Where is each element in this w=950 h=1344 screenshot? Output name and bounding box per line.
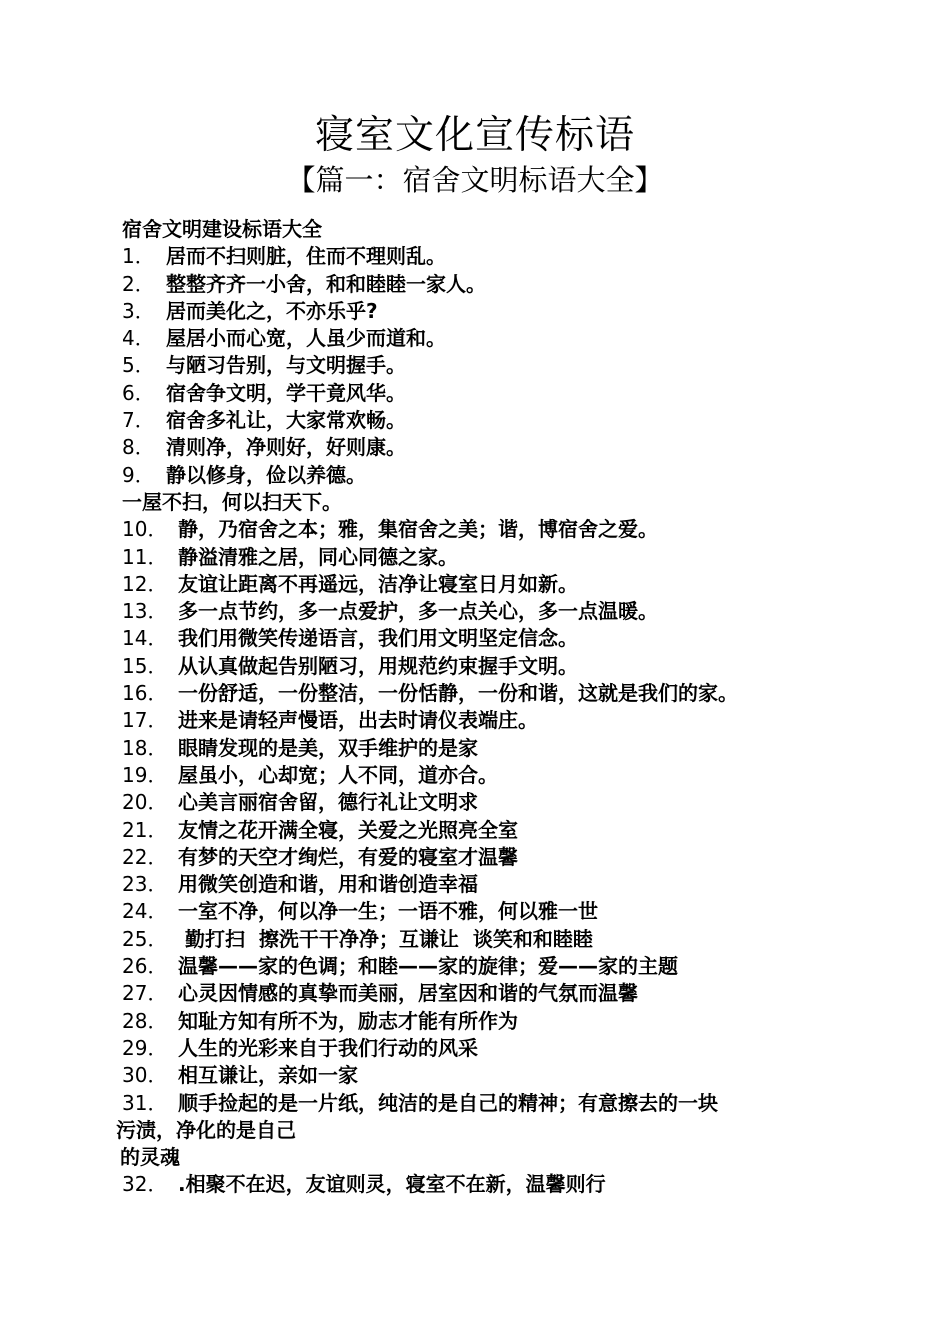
item-text: 眼睛发现的是美，双手维护的是家: [178, 735, 478, 760]
item-text: 宿舍争文明，学干竟风华。: [166, 380, 406, 405]
list-item: [122, 352, 862, 379]
list-item: [122, 762, 862, 789]
list-item: [122, 1171, 862, 1198]
list-item: [122, 571, 862, 598]
item-number: 30．: [122, 1063, 168, 1088]
item-number: 11．: [122, 544, 168, 569]
list-item: [122, 680, 862, 707]
list-item: [122, 434, 862, 461]
list-item: [122, 871, 862, 898]
item-number: 26．: [122, 954, 168, 979]
list-item: [122, 789, 862, 816]
wrapped-line: 污渍，净化的是自己: [116, 1117, 296, 1142]
item-number: 15．: [122, 653, 168, 678]
item-text: 静以修身，俭以养德。: [166, 462, 366, 487]
item-number: 22．: [122, 844, 168, 869]
item-text: 友情之花开满全寝，关爱之光照亮全室: [178, 817, 518, 842]
item-text: 知耻方知有所不为，励志才能有所作为: [178, 1008, 518, 1033]
item-number: 18．: [122, 735, 168, 760]
list-item: [122, 817, 862, 844]
item-number: 17．: [122, 708, 168, 733]
list-item: [122, 1062, 862, 1089]
item-text: 一室不净，何以净一生；一语不雅，何以雅一世: [178, 899, 598, 924]
item-number: 7．: [122, 408, 155, 433]
item-number: 28．: [122, 1008, 168, 1033]
item-text: 相互谦让，亲如一家: [178, 1063, 358, 1088]
item-text: 居而美化之，不亦乐乎?: [166, 298, 378, 323]
item-text: 顺手捡起的是一片纸，纯洁的是自己的精神；有意擦去的一块: [178, 1090, 718, 1115]
item-text: 宿舍多礼让，大家常欢畅。: [166, 408, 406, 433]
list-item: [122, 407, 862, 434]
list-item: [122, 926, 862, 953]
item-number: 24．: [122, 899, 168, 924]
list-item: [122, 325, 862, 352]
item-number: 5．: [122, 353, 155, 378]
item-text: 屋虽小，心却宽；人不同，道亦合。: [178, 762, 498, 787]
item-text: 有梦的天空才绚烂，有爱的寝室才温馨: [178, 844, 518, 869]
item-text: 友谊让距离不再遥远，洁净让寝室日月如新。: [178, 571, 578, 596]
item-number: 13．: [122, 599, 168, 624]
item-number: 21．: [122, 817, 168, 842]
item-text: 居而不扫则脏，住而不理则乱。: [166, 244, 446, 269]
item-number: 23．: [122, 872, 168, 897]
item-number: 6．: [122, 380, 155, 405]
slogan-list: [116, 216, 862, 1199]
item-text: 人生的光彩来自于我们行动的风采: [178, 1035, 478, 1060]
section-heading: 宿舍文明建设标语大全: [122, 217, 322, 241]
slogan-group-2: [122, 516, 862, 1117]
item-text: 从认真做起告别陋习，用规范约束握手文明。: [178, 653, 578, 678]
item-text: 整整齐齐一小舍，和和睦睦一家人。: [166, 271, 486, 296]
slogan-group-1: [122, 243, 862, 489]
item-number: 27．: [122, 981, 168, 1006]
list-item: [122, 1008, 862, 1035]
list-item: [122, 1090, 862, 1117]
item-number: 1．: [122, 244, 155, 269]
list-item: [122, 462, 862, 489]
item-text: 清则净，净则好，好则康。: [166, 435, 406, 460]
item-number: 25．: [122, 926, 168, 951]
list-item: [122, 844, 862, 871]
item-number: 20．: [122, 790, 168, 815]
item-text: 静溢清雅之居，同心同德之家。: [178, 544, 458, 569]
item-number: 31．: [122, 1090, 168, 1115]
list-item: [122, 598, 862, 625]
item-text: 心美言丽宿舍留，德行礼让文明求: [178, 790, 478, 815]
item-number: 29．: [122, 1035, 168, 1060]
list-item: [122, 707, 862, 734]
list-item: [122, 735, 862, 762]
item-text: 静，乃宿舍之本；雅，集宿舍之美；谐，博宿舍之爱。: [178, 517, 658, 542]
item-number: 2．: [122, 271, 155, 296]
item-number: 3．: [122, 298, 155, 323]
item-text: .相聚不在迟，友谊则灵，寝室不在新，温馨则行: [178, 1172, 606, 1197]
interjection-line: 一屋不扫，何以扫天下。: [122, 489, 342, 514]
item-number: 4．: [122, 326, 155, 351]
list-item: [122, 1035, 862, 1062]
item-number: 14．: [122, 626, 168, 651]
item-number: 9．: [122, 462, 155, 487]
list-item: [122, 516, 862, 543]
document-title: 寝室文化宣传标语: [314, 113, 635, 158]
item-text: 一份舒适，一份整洁，一份恬静，一份和谐，这就是我们的家。: [178, 681, 738, 706]
list-item: [122, 298, 862, 325]
list-item: [122, 243, 862, 270]
wrapped-line: 的灵魂: [120, 1145, 180, 1170]
list-item: [122, 653, 862, 680]
item-number: 16．: [122, 681, 168, 706]
list-item: [122, 625, 862, 652]
item-text: 勤打扫 擦洗干干净净；互谦让 谈笑和和睦睦: [178, 926, 593, 951]
item-text: 我们用微笑传递语言，我们用文明坚定信念。: [178, 626, 578, 651]
list-item: [122, 953, 862, 980]
item-number: 19．: [122, 762, 168, 787]
list-item: [122, 544, 862, 571]
item-text: 与陋习告别，与文明握手。: [166, 353, 406, 378]
list-item: [122, 380, 862, 407]
item-number: 10．: [122, 517, 168, 542]
item-text: 用微笑创造和谐，用和谐创造幸福: [178, 872, 478, 897]
item-text: 多一点节约，多一点爱护，多一点关心，多一点温暖。: [178, 599, 658, 624]
item-number: 8．: [122, 435, 155, 460]
list-item: [122, 271, 862, 298]
item-text: 屋居小而心宽，人虽少而道和。: [166, 326, 446, 351]
item-number: 12．: [122, 571, 168, 596]
list-item: [122, 980, 862, 1007]
document-subtitle: 【篇一：宿舍文明标语大全】: [286, 163, 664, 197]
item-text: 心灵因情感的真挚而美丽，居室因和谐的气氛而温馨: [178, 981, 638, 1006]
item-number: 32．: [122, 1172, 168, 1197]
list-item: [122, 898, 862, 925]
item-text: 进来是请轻声慢语，出去时请仪表端庄。: [178, 708, 538, 733]
item-text: 温馨——家的色调；和睦——家的旋律；爱——家的主题: [178, 954, 678, 979]
